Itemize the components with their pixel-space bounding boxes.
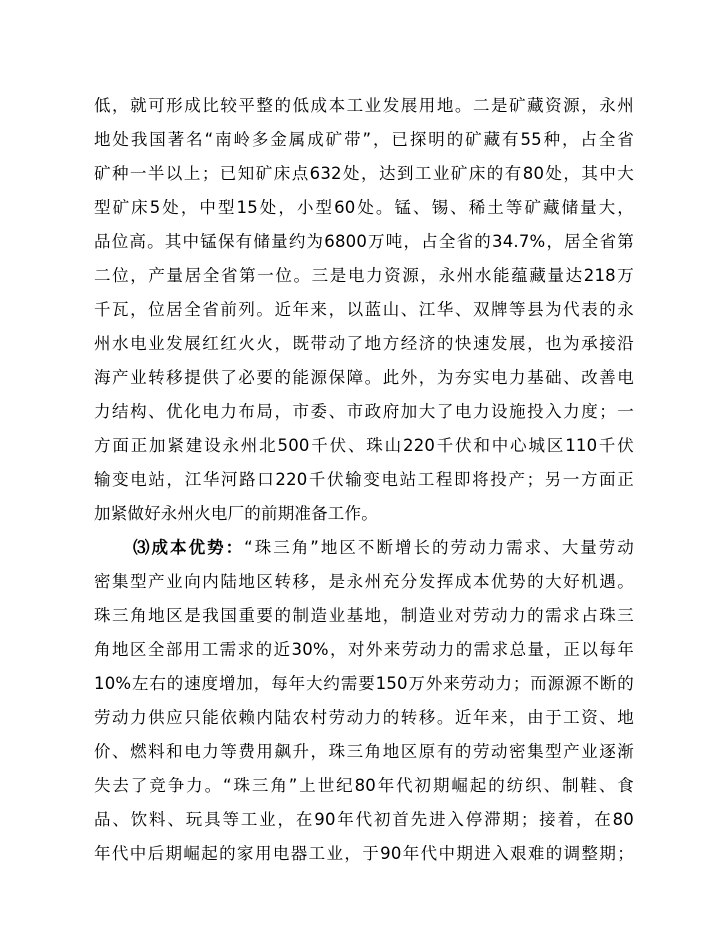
text-line: 年代中后期崛起的家用电器工业，于90年代中期进入艰难的调整期； [94, 844, 634, 863]
text-line: 密集型产业向内陆地区转移，是永州充分发挥成本优势的大好机遇。 [94, 572, 634, 591]
text-line: 10%左右的速度增加，每年大约需要150万外来劳动力；而源源不断的 [94, 674, 634, 693]
text-line: 海产业转移提供了必要的能源保障。此外，为夯实电力基础、改善电 [94, 368, 634, 387]
text-line: 矿种一半以上；已知矿床点632处，达到工业矿床的有80处，其中大 [94, 164, 634, 183]
text-line: 价、燃料和电力等费用飙升，珠三角地区原有的劳动密集型产业逐渐 [94, 742, 634, 761]
text-line: 品位高。其中锰保有储量约为6800万吨，占全省的34.7%，居全省第 [94, 232, 634, 251]
text-line: 低，就可形成比较平整的低成本工业发展用地。二是矿藏资源，永州 [94, 96, 634, 115]
text-line: 力结构、优化电力布局，市委、市政府加大了电力设施投入力度；一 [94, 402, 634, 421]
text-line: 角地区全部用工需求的近30%，对外来劳动力的需求总量，正以每年 [94, 640, 634, 659]
text-line: 方面正加紧建设永州北500千伏、珠山220千伏和中心城区110千伏 [94, 436, 634, 455]
paragraph-heading-line [133, 533, 634, 563]
text-line: 州水电业发展红红火火，既带动了地方经济的快速发展，也为承接沿 [94, 334, 634, 353]
text-line: 劳动力供应只能依赖内陆农村劳动力的转移。近年来，由于工资、地 [94, 708, 634, 727]
section-heading: ⑶成本优势： [133, 538, 245, 557]
text-line-rest: “珠三角”地区不断增长的劳动力需求、大量劳动 [244, 538, 634, 557]
text-line: 千瓦，位居全省前列。近年来，以蓝山、江华、双牌等县为代表的永 [94, 300, 634, 319]
text-line: 输变电站，江华河路口220千伏输变电站工程即将投产；另一方面正 [94, 470, 634, 489]
text-line: 珠三角地区是我国重要的制造业基地，制造业对劳动力的需求占珠三 [94, 606, 634, 625]
text-line: 加紧做好永州火电厂的前期准备工作。 [94, 504, 378, 523]
text-line: 型矿床5处，中型15处，小型60处。锰、锡、稀土等矿藏储量大， [94, 198, 634, 217]
text-line: 失去了竞争力。“珠三角”上世纪80年代初期崛起的纺织、制鞋、食 [94, 776, 634, 795]
text-line: 地处我国著名“南岭多金属成矿带”，已探明的矿藏有55种，占全省 [94, 130, 634, 149]
text-line: 品、饮料、玩具等工业，在90年代初首先进入停滞期；接着，在80 [94, 810, 634, 829]
text-line: 二位，产量居全省第一位。三是电力资源，永州水能蕴藏量达218万 [94, 266, 634, 285]
